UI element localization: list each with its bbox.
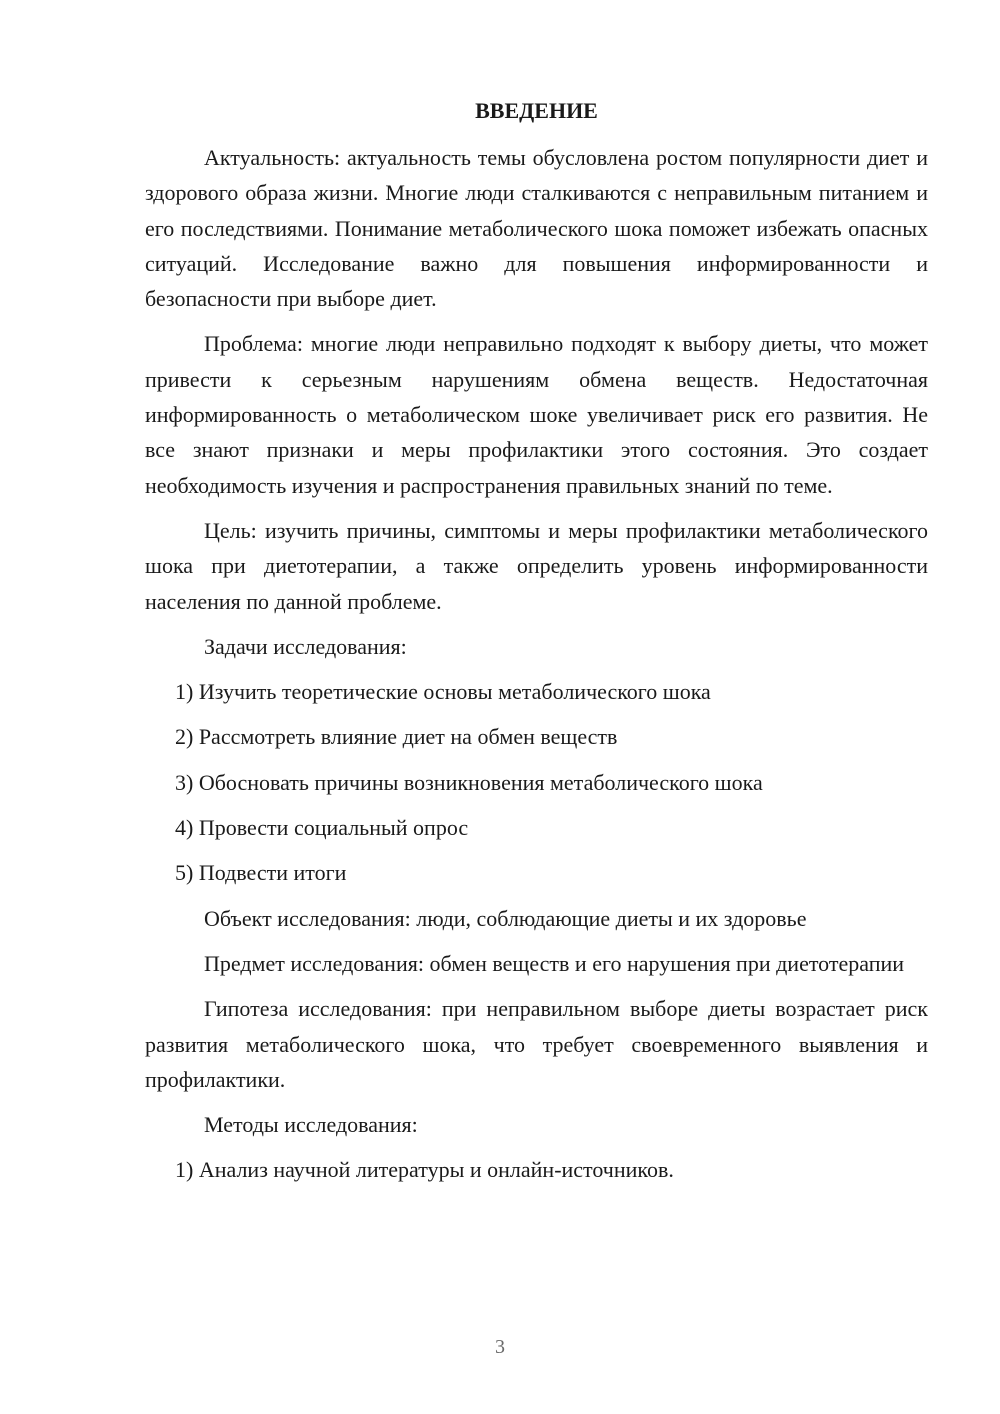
relevance-paragraph: Актуальность: актуальность темы обусловлена ростом популярности диет и здорового образа жизни. Многие люди сталкиваются с неправильным питанием и его последствиями. Понимание метаболического шока поможет избежать опасных ситуаций. Исследование важно для повышения информированности и безопасности при выборе диет. (145, 145, 928, 312)
methods-title: Методы исследования: (204, 1112, 418, 1138)
section-heading: ВВЕДЕНИЕ (475, 98, 598, 123)
goal-paragraph: Цель: изучить причины, симптомы и меры профилактики метаболического шока при диетотерапии, а также определить уровень информированности населения по данной проблеме. (145, 517, 928, 614)
task-item: 3) Обосновать причины возникновения метаболического шока (175, 769, 763, 795)
task-item: 1) Изучить теоретические основы метаболического шока (175, 679, 711, 705)
problem-paragraph: Проблема: многие люди неправильно подходят к выбору диеты, что может привести к серьезным нарушениям обмена веществ. Недостаточная информированность о метаболическом шоке увеличивает риск его развития. Не все знают признаки и меры профилактики этого состояния. Это создает необходимость изучения и распространения правильных знаний по теме. (145, 331, 928, 498)
object-paragraph: Объект исследования: люди, соблюдающие диеты и их здоровье (204, 905, 807, 931)
page-number: 3 (495, 1336, 505, 1358)
task-item: 5) Подвести итоги (175, 860, 347, 886)
page-content (145, 93, 928, 1198)
method-item: 1) Анализ научной литературы и онлайн-источников. (175, 1157, 674, 1183)
subject-paragraph: Предмет исследования: обмен веществ и его нарушения при диетотерапии (204, 950, 905, 976)
task-item: 2) Рассмотреть влияние диет на обмен веществ (175, 724, 618, 750)
tasks-title: Задачи исследования: (204, 633, 407, 659)
hypothesis-paragraph: Гипотеза исследования: при неправильном выборе диеты возрастает риск развития метаболического шока, что требует своевременного выявления и профилактики. (145, 996, 928, 1092)
task-item: 4) Провести социальный опрос (175, 815, 469, 841)
